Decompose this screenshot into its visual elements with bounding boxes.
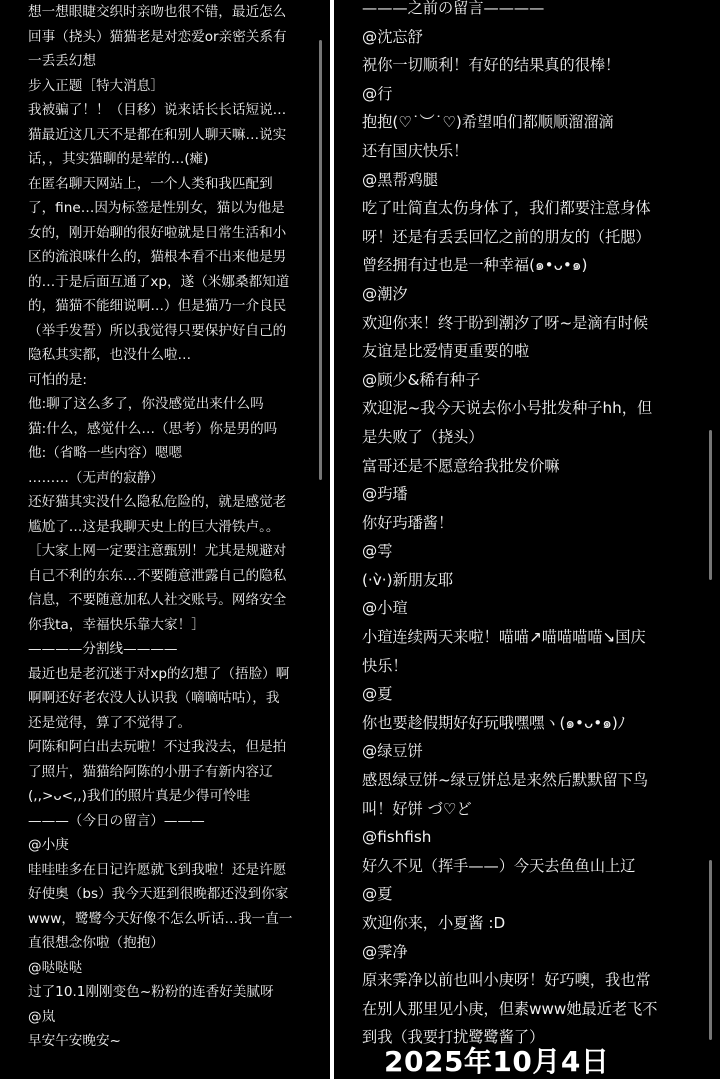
text-line: @霁净 (362, 942, 408, 961)
text-line: @沈忘舒 (362, 27, 423, 46)
text-line: （举手发誓）所以我觉得只要保护好自己的 (28, 322, 287, 339)
text-line: @夏 (362, 685, 393, 704)
text-line: @小庚 (28, 837, 69, 853)
text-line: ———（今日の留言）——— (28, 812, 205, 829)
text-line: 叫！好饼 づ♡ど (362, 799, 472, 818)
right-text-block (362, 0, 710, 1052)
text-line: @雩 (362, 542, 393, 561)
text-line: 话，，其实猫聊的是荤的…(瘫) (28, 151, 209, 167)
text-line: 还是觉得，算了不觉得了。 (28, 714, 192, 731)
text-line: @小瑄 (362, 599, 408, 618)
text-line: 吃了吐简直太伤身体了，我们都要注意身体 (362, 199, 651, 218)
text-line: 欢迎你来，小夏酱 :D (362, 914, 506, 932)
text-line: 步入正题［特大消息］ (28, 77, 164, 94)
text-line: 哇哇哇多在日记许愿就飞到我啦！还是许愿 (28, 861, 287, 878)
text-line: 隐私其实都，也没什么啦… (28, 347, 192, 363)
text-line: @行 (362, 84, 393, 103)
left-diary-panel (0, 0, 330, 1079)
text-line: 感恩绿豆饼~绿豆饼总是来然后默默留下鸟 (362, 771, 649, 790)
left-scrollbar[interactable] (319, 40, 322, 480)
text-line: 区的流浪咪什么的，猫根本看不出来他是男 (28, 249, 287, 265)
text-line: @绿豆饼 (362, 742, 423, 761)
text-line: 啊啊还好老农没人认识我（嘀嘀咕咕），我 (28, 690, 280, 706)
text-line: 抱抱(♡˙︶˙♡)希望咱们都顺顺溜溜滴 (362, 113, 614, 132)
text-line: ———之前の留言———— (362, 0, 545, 17)
text-line: 早安午安晚安~ (28, 1033, 121, 1049)
text-line: 你我ta，幸福快乐靠大家！］ (28, 616, 205, 633)
text-line: 富哥还是不愿意给我批发价嘛 (362, 456, 560, 475)
date-caption: 2025年10月4日 (384, 1045, 610, 1078)
text-line: 阿陈和阿白出去玩啦！不过我没去，但是拍 (28, 739, 287, 755)
text-line: 想一想眼睫交织时亲吻也很不错，最近怎么 (28, 4, 287, 20)
text-line: 了照片，猫猫给阿陈的小册子有新内容辽 (28, 763, 273, 780)
text-line: 他:聊了这么多了，你没感觉出来什么吗 (28, 396, 264, 412)
text-line: 的…于是后面互通了xp，遂（米娜桑都知道 (28, 273, 290, 290)
text-line: ————分割线———— (28, 641, 178, 657)
text-line: 曾经拥有过也是一种幸福(๑•ᴗ•๑) (362, 256, 588, 275)
right-scrollbar-upper[interactable] (709, 430, 712, 580)
text-line: 原来霁净以前也叫小庚呀！好巧噢，我也常 (362, 971, 651, 990)
text-line: 猫最近这几天不是都在和别人聊天嘛…说实 (28, 126, 287, 143)
text-line: 还好猫其实没什么隐私危险的，就是感觉老 (28, 494, 287, 510)
text-line: 自己不利的东东…不要随意泄露自己的隐私 (28, 567, 287, 584)
text-line: www，鹭鹭今天好像不怎么听话…我一直一 (28, 910, 293, 927)
text-line: 最近也是老沉迷于对xp的幻想了（捂脸）啊 (28, 665, 290, 682)
text-line: @黑帮鸡腿 (362, 170, 438, 189)
text-line: @fishfish (362, 828, 432, 847)
right-scrollbar-lower[interactable] (709, 860, 712, 1040)
text-line: 一丢丢幻想 (28, 53, 96, 69)
text-line: 快乐！ (362, 656, 408, 675)
text-line: 猫:什么，感觉什么…（思考）你是男的吗 (28, 420, 278, 437)
text-line: 好久不见（挥手——）今天去鱼鱼山上辽 (362, 856, 636, 875)
text-line: 你也要趁假期好好玩哦嘿嘿ヽ(๑•ᴗ•๑)ﾉ (362, 713, 626, 732)
text-line: 回事（挠头）猫猫老是对恋爱or亲密关系有 (28, 28, 287, 45)
text-line: 直很想念你啦（抱抱） (28, 935, 164, 951)
right-message-panel (334, 0, 720, 1079)
text-line: @潮汐 (362, 284, 408, 303)
text-line: @玙璠 (362, 485, 408, 504)
text-line: 在别人那里见小庚，但素www她最近老飞不 (362, 999, 658, 1018)
text-line: 是失败了（挠头） (362, 427, 484, 446)
text-line: 友谊是比爱情更重要的啦 (362, 342, 530, 361)
text-line: @哒哒哒 (28, 959, 83, 976)
text-line: 你好玙璠酱！ (362, 513, 454, 532)
text-line: 可怕的是: (28, 371, 87, 388)
left-text-block (28, 0, 320, 1054)
text-line: 到我（我要打扰鹭鹭酱了） (362, 1028, 545, 1047)
text-line: ［大家上网一定要注意甄别！尤其是规避对 (28, 543, 287, 559)
text-line: 了，fine…因为标签是性别女，猫以为他是 (28, 200, 285, 216)
text-line: 他:（省略一些内容）嗯嗯 (28, 445, 183, 461)
text-line: 欢迎泥~我今天说去你小号批发种子hh，但 (362, 399, 653, 418)
text-line: 还有国庆快乐！ (362, 141, 469, 160)
text-line: @夏 (362, 885, 393, 904)
text-line: 女的，刚开始聊的很好啦就是日常生活和小 (28, 224, 287, 241)
text-line: 信息，不要随意加私人社交账号。网络安全 (28, 592, 287, 608)
text-line: (,,>ᴗ<,,)我们的照片真是少得可怜哇 (28, 788, 251, 804)
text-line: 欢迎你来！终于盼到潮汐了呀~是滴有时候 (362, 313, 649, 332)
text-line: @顾少&稀有种子 (362, 370, 481, 389)
text-line: 在匿名聊天网站上，一个人类和我匹配到 (28, 175, 273, 192)
text-line: 我被骗了！！（目移）说来话长长话短说… (28, 102, 287, 118)
text-line: 好使奥（bs）我今天逛到很晚都还没到你家 (28, 886, 289, 902)
text-line: 祝你一切顺利！有好的结果真的很棒！ (362, 56, 621, 75)
text-line: ………（无声的寂静） (28, 469, 164, 486)
text-line: 尴尬了…这是我聊天史上的巨大滑铁卢。。 (28, 518, 280, 535)
text-line: (·v̀·)新朋友耶 (362, 570, 454, 589)
text-line: @岚 (28, 1008, 56, 1025)
text-line: 小瑄连续两天来啦！喵喵↗喵喵喵喵↘国庆 (362, 628, 646, 647)
text-line: 的，猫猫不能细说啊…）但是猫乃一介良民 (28, 298, 287, 314)
text-line: 呀！还是有丢丢回忆之前的朋友的（托腮） (362, 227, 651, 246)
text-line: 过了10.1刚刚变色~粉粉的连香好美腻呀 (28, 984, 274, 1000)
